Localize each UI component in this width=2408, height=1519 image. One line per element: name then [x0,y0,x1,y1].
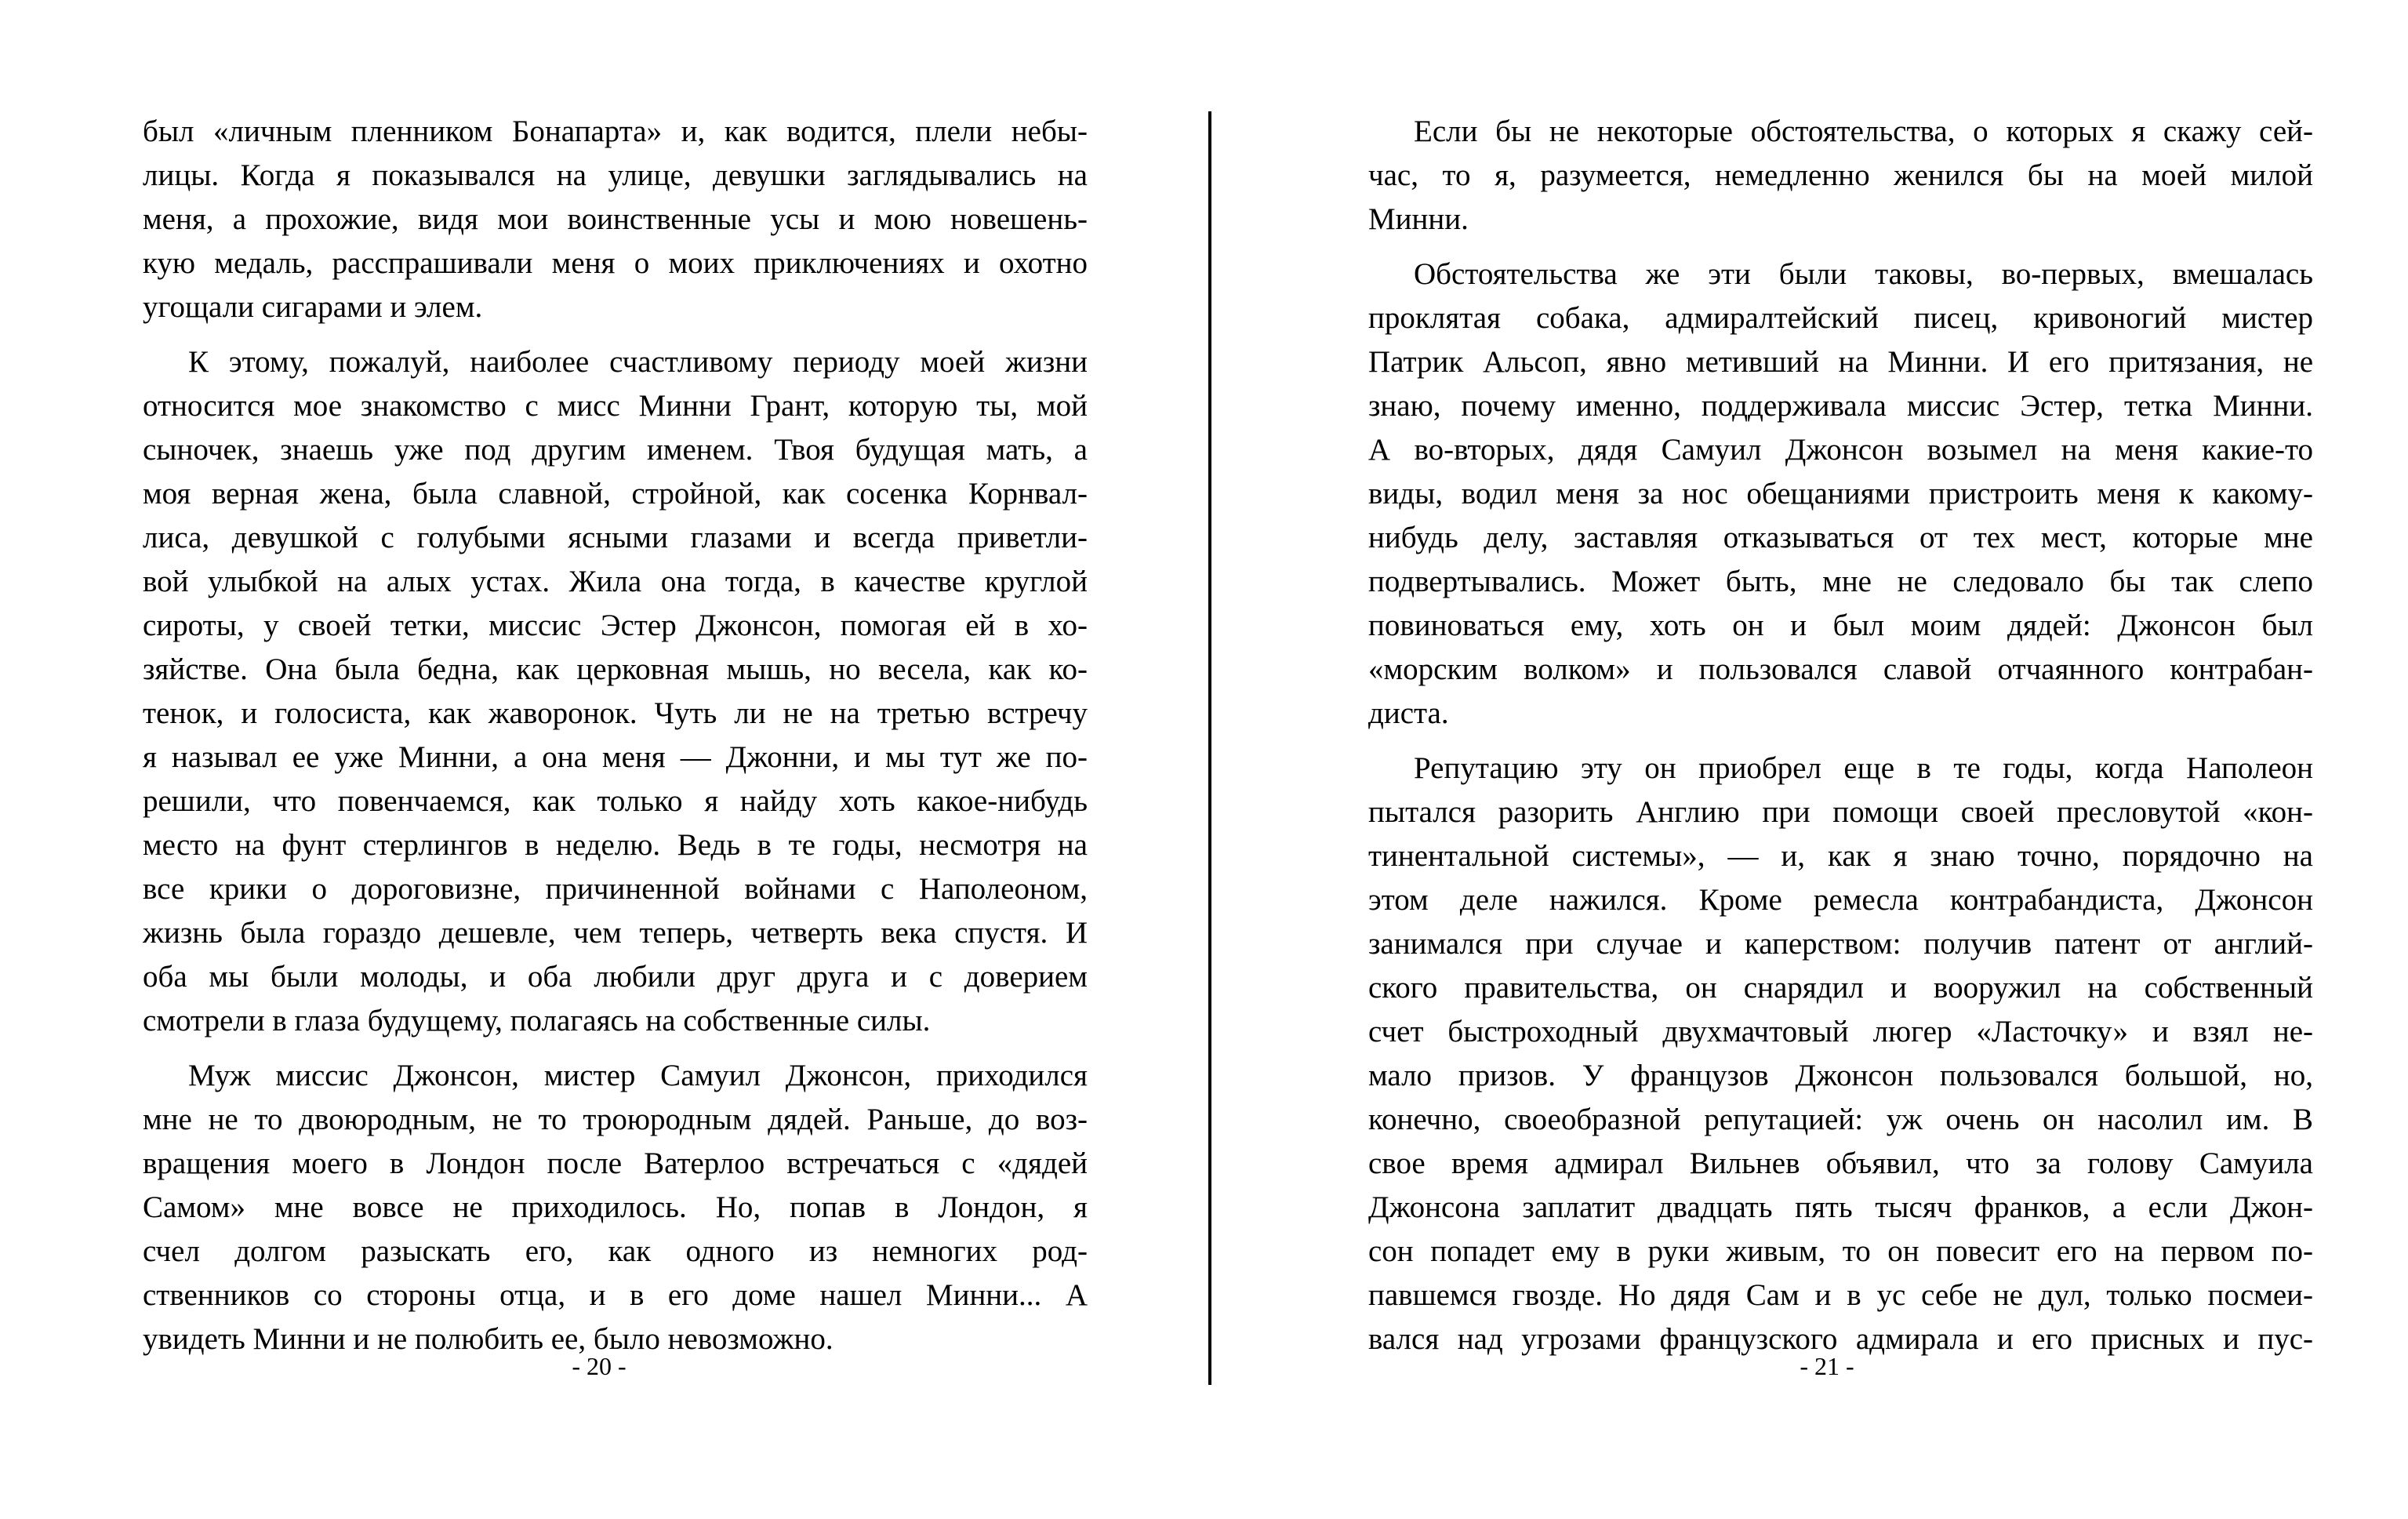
text-line: жизнь была гораздо дешевле, чем теперь, четверть века спустя. И [143,916,1088,950]
text-line: виды, водил меня за нос обещаниями пристроить меня к какому- [1368,477,2313,511]
text-line: решили, что повенчаемся, как только я найду хоть какое-нибудь [143,784,1088,818]
text-line: Джонсона заплатит двадцать пять тысяч франков, а если Джон- [1368,1190,2313,1224]
text-line: Репутацию эту он приобрел еще в те годы, когда Наполеон [1414,751,2313,785]
text-line: моя верная жена, была славной, стройной, как сосенка Корнвал- [143,477,1088,511]
text-line: кую медаль, расспрашивали меня о моих приключениях и охотно [143,246,1088,280]
text-line: все крики о дороговизне, причиненной войнами с Наполеоном, [143,872,1088,906]
text-line: Обстоятельства же эти были таковы, во-первых, вмешалась [1414,257,2313,291]
left-page [143,110,1088,1361]
text-line: был «личным пленником Бонапарта» и, как водится, плели небы- [143,114,1088,148]
text-line: тенок, и голосиста, как жаворонок. Чуть ли не на третью встречу [143,696,1088,730]
paragraph [1368,110,2313,242]
text-line: угощали сигарами и элем. [143,290,483,324]
text-line: сон попадет ему в руки живым, то он повесит его на первом по- [1368,1234,2313,1268]
text-line: К этому, пожалуй, наиболее счастливому периоду моей жизни [188,345,1088,379]
paragraph [143,340,1088,1043]
text-line: относится мое знакомство с мисс Минни Грант, которую ты, мой [143,389,1088,423]
text-line: знаю, почему именно, поддерживала миссис Эстер, тетка Минни. [1368,389,2313,423]
text-line: пытался разорить Англию при помощи своей пресловутой «кон- [1368,795,2313,829]
text-line: оба мы были молоды, и оба любили друг друга и с доверием [143,960,1088,994]
text-line: увидеть Минни и не полюбить ее, было невозможно. [143,1322,834,1356]
text-line: тинентальной системы», — и, как я знаю точно, порядочно на [1368,839,2313,873]
text-line: диста. [1368,696,1449,730]
text-line: счет быстроходный двухмачтовый люгер «Ласточку» и взял не- [1368,1015,2313,1048]
text-line: смотрели в глаза будущему, полагаясь на собственные силы. [143,1004,931,1037]
text-line: нибудь делу, заставляя отказываться от тех мест, которые мне [1368,521,2313,554]
text-line: я называл ее уже Минни, а она меня — Джонни, и мы тут же по- [143,740,1088,774]
text-line: ственников со стороны отца, и в его доме нашел Минни... А [143,1278,1088,1312]
page-number: - 20 - [572,1352,627,1380]
text-line: Муж миссис Джонсон, мистер Самуил Джонсон, приходился [188,1059,1088,1092]
text-line: повиноваться ему, хоть он и был моим дядей: Джонсон был [1368,609,2313,642]
text-line: «морским волком» и пользовался славой отчаянного контрабан- [1368,652,2313,686]
text-line: Патрик Альсоп, явно метивший на Минни. И его притязания, не [1368,345,2313,379]
text-line: зяйстве. Она была бедна, как церковная мышь, но весела, как ко- [143,652,1088,686]
text-line: подвертывались. Может быть, мне не следовало бы так слепо [1368,565,2313,598]
text-line: час, то я, разумеется, немедленно женился бы на моей милой [1368,158,2313,192]
right-page [1368,110,2313,1361]
page-number: - 21 - [1800,1352,1854,1380]
text-line: свое время адмирал Вильнев объявил, что за голову Самуила [1368,1147,2313,1180]
paragraph [1368,747,2313,1361]
text-line: мало призов. У французов Джонсон пользовался большой, но, [1368,1059,2313,1092]
text-line: ского правительства, он снарядил и вооружил на собственный [1368,971,2313,1005]
text-line: вался над угрозами французского адмирала и его присных и пус- [1368,1322,2313,1356]
text-line: лицы. Когда я показывался на улице, девушки заглядывались на [143,158,1088,192]
text-line: этом деле нажился. Кроме ремесла контрабандиста, Джонсон [1368,883,2313,917]
paragraph [143,110,1088,329]
text-line: проклятая собака, адмиралтейский писец, кривоногий мистер [1368,301,2313,335]
text-line: лиса, девушкой с голубыми ясными глазами и всегда приветли- [143,521,1088,554]
text-line: сыночек, знаешь уже под другим именем. Твоя будущая мать, а [143,433,1088,467]
text-line: место на фунт стерлингов в неделю. Ведь в те годы, несмотря на [143,828,1088,862]
text-line: меня, а прохожие, видя мои воинственные усы и мою новешень- [143,202,1088,236]
paragraph [1368,253,2313,736]
text-line: А во-вторых, дядя Самуил Джонсон возымел на меня какие-то [1368,433,2313,467]
text-line: конечно, своеобразной репутацией: уж очень он насолил им. В [1368,1103,2313,1136]
text-line: счел долгом разыскать его, как одного из немногих род- [143,1234,1088,1268]
text-line: вращения моего в Лондон после Ватерлоо встречаться с «дядей [143,1147,1088,1180]
text-line: Самом» мне вовсе не приходилось. Но, попав в Лондон, я [143,1190,1088,1224]
book-spine-divider [1208,111,1211,1385]
text-line: мне не то двоюродным, не то троюродным дядей. Раньше, до воз- [143,1103,1088,1136]
text-line: Минни. [1368,202,1469,236]
text-line: Если бы не некоторые обстоятельства, о которых я скажу сей- [1414,114,2313,148]
text-line: павшемся гвозде. Но дядя Сам и в ус себе не дул, только посмеи- [1368,1278,2313,1312]
text-line: сироты, у своей тетки, миссис Эстер Джонсон, помогая ей в хо- [143,609,1088,642]
text-line: вой улыбкой на алых устах. Жила она тогда, в качестве круглой [143,565,1088,598]
paragraph [143,1054,1088,1361]
text-line: занимался при случае и каперством: получив патент от англий- [1368,927,2313,961]
